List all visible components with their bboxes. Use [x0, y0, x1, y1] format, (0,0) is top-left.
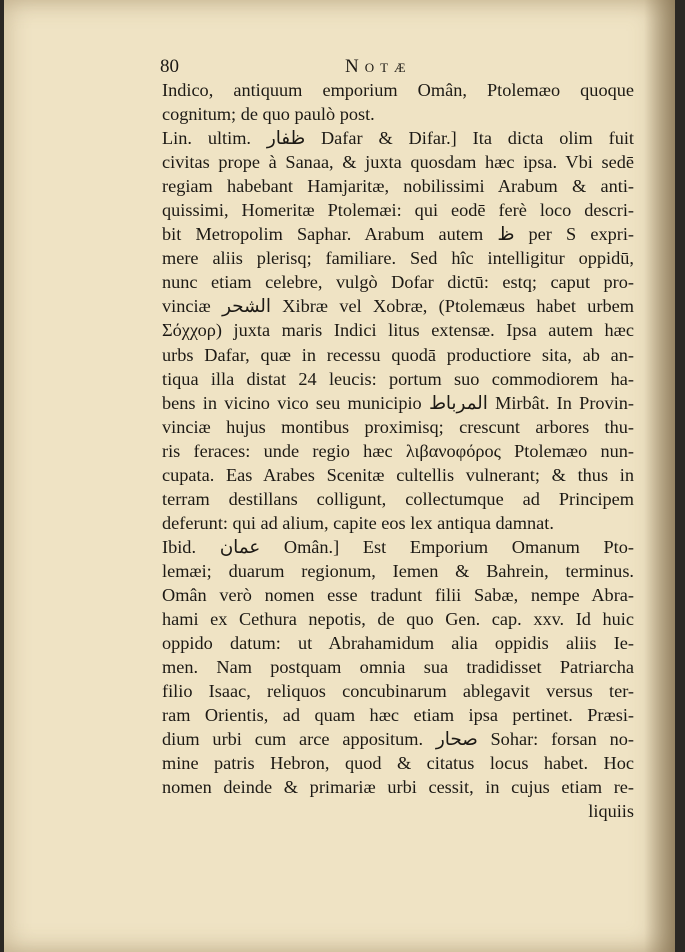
text-line: hami ex Cethura nepotis, de quo Gen. cap. xxv. Id huic [162, 609, 634, 630]
text-line: Lin. ultim. ظفار Dafar & Difar.] Ita dicta olim fuit [162, 128, 634, 149]
text-line: ris feraces: unde regio hæc λιβανοφόρος Ptolemæo nun- [162, 440, 634, 461]
text-line: cupata. Eas Arabes Scenitæ cultellis vulnerant; & thus in [162, 464, 634, 485]
page-number: 80 [160, 56, 179, 77]
text-line: dium urbi cum arce appositum. صحار Sohar: forsan no- [162, 729, 634, 750]
text-line: Ibid. عمان Omân.] Est Emporium Omanum Pto- [162, 536, 634, 557]
text-line: vinciæ الشحر Xibræ vel Xobræ, (Ptolemæus habet urbem [162, 296, 634, 317]
text-line: filio Isaac, reliquos concubinarum ablegavit versus ter- [162, 681, 634, 702]
running-head: Notæ [345, 56, 412, 77]
text-line: vinciæ hujus montibus proximisq; crescunt arbores thu- [162, 416, 634, 437]
text-line: Omân verò nomen esse tradunt filii Sabæ, nempe Abra- [162, 584, 634, 605]
text-line: terram destillans colligunt, collectumque ad Principem [162, 488, 634, 509]
text-line: nunc etiam celebre, vulgò Dofar dictū: estq; caput pro- [162, 272, 634, 293]
text-line: Indico, antiquum emporium Omân, Ptolemæo quoque [162, 80, 634, 100]
body-text [162, 78, 634, 823]
text-line: regiam habebant Hamjaritæ, nobilissimi Arabum & anti- [162, 176, 634, 197]
text-line: nomen deinde & primariæ urbi cessit, in cujus etiam re- [162, 777, 634, 798]
text-line: oppido datum: ut Abrahamidum alia oppidis aliis Ie- [162, 633, 634, 654]
text-line: deferunt: qui ad alium, capite eos lex antiqua damnat. [162, 512, 554, 533]
text-line: mere aliis plerisq; familiare. Sed hîc intelligitur oppidū, [162, 248, 634, 269]
text-line: quissimi, Homeritæ Ptolemæi: qui eodē ferè loco descri- [162, 200, 634, 221]
text-line: Σόχχορ) juxta maris Indici litus extensæ. Ipsa autem hæc [162, 320, 634, 341]
page-gutter-shadow [644, 0, 675, 952]
text-line: bens in vicino vico seu municipio المرباط Mirbât. In Provin- [162, 392, 634, 413]
text-line: mine patris Hebron, quod & citatus locus habet. Hoc [162, 753, 634, 774]
text-line: bit Metropolim Saphar. Arabum autem ظ per S expri- [162, 224, 634, 245]
text-line: civitas prope à Sanaa, & juxta quosdam hæc ipsa. Vbi sedē [162, 152, 634, 173]
text-line: ram Orientis, ad quam hæc etiam ipsa pertinet. Præsi- [162, 705, 634, 726]
text-line: cognitum; de quo paulò post. [162, 104, 375, 125]
text-line: men. Nam postquam omnia sua tradidisset Patriarcha [162, 657, 634, 678]
text-line: urbs Dafar, quæ in recessu quodā productiore sita, ab an- [162, 344, 634, 365]
text-line: lemæi; duarum regionum, Iemen & Bahrein, terminus. [162, 560, 634, 581]
text-line: tiqua illa distat 24 leucis: portum suo commodiorem ha- [162, 368, 634, 389]
book-page [4, 0, 675, 952]
text-line: liquiis [588, 801, 634, 822]
